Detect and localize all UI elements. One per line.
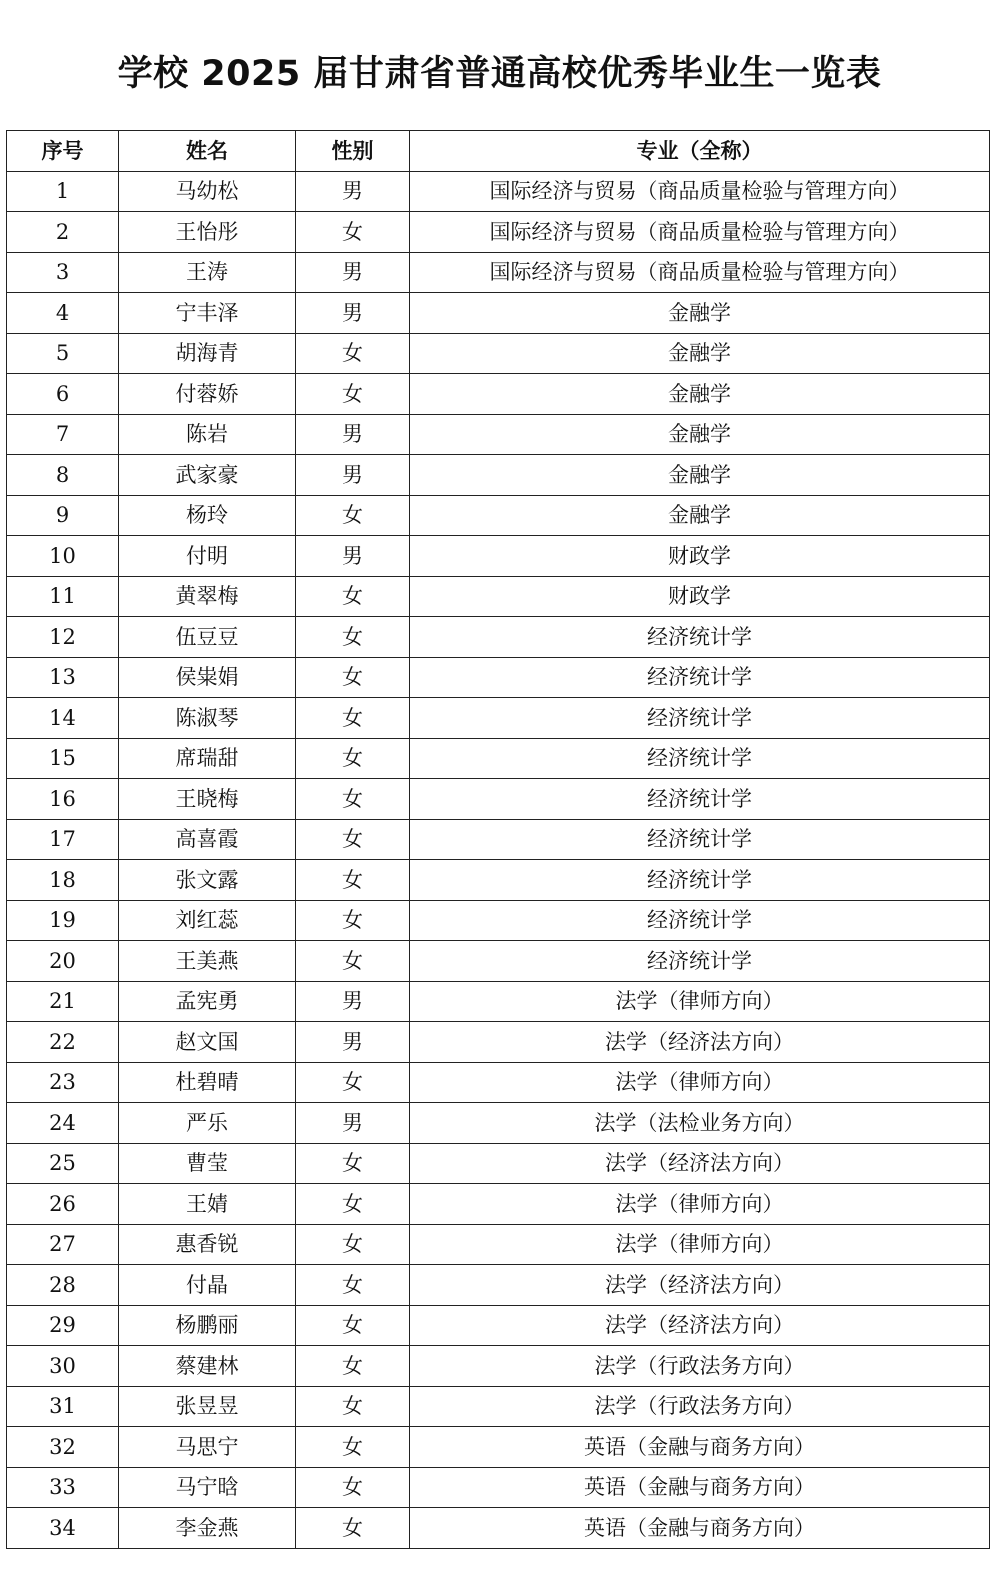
cell-major: 法学（律师方向） (410, 1062, 990, 1103)
cell-name: 陈岩 (119, 414, 296, 455)
cell-name: 王婧 (119, 1184, 296, 1225)
cell-major: 法学（经济法方向） (410, 1143, 990, 1184)
cell-name: 赵文国 (119, 1022, 296, 1063)
table-row (7, 1305, 990, 1346)
table-row (7, 1103, 990, 1144)
cell-major: 英语（金融与商务方向） (410, 1427, 990, 1468)
header-gender: 性别 (296, 131, 410, 172)
cell-name: 付明 (119, 536, 296, 577)
table-row (7, 698, 990, 739)
table-row (7, 617, 990, 658)
cell-gender: 女 (296, 576, 410, 617)
cell-name: 宁丰泽 (119, 293, 296, 334)
table-row (7, 981, 990, 1022)
cell-name: 杨玲 (119, 495, 296, 536)
cell-major: 金融学 (410, 455, 990, 496)
cell-index: 33 (7, 1467, 119, 1508)
cell-index: 1 (7, 171, 119, 212)
table-row (7, 1427, 990, 1468)
table-row (7, 1184, 990, 1225)
cell-index: 20 (7, 941, 119, 982)
cell-major: 经济统计学 (410, 819, 990, 860)
cell-index: 29 (7, 1305, 119, 1346)
cell-gender: 女 (296, 860, 410, 901)
cell-gender: 女 (296, 333, 410, 374)
cell-gender: 女 (296, 698, 410, 739)
cell-name: 惠香锐 (119, 1224, 296, 1265)
cell-gender: 女 (296, 1224, 410, 1265)
cell-index: 34 (7, 1508, 119, 1549)
cell-gender: 女 (296, 738, 410, 779)
table-row (7, 455, 990, 496)
cell-gender: 女 (296, 1184, 410, 1225)
cell-name: 武家豪 (119, 455, 296, 496)
cell-index: 6 (7, 374, 119, 415)
table-row (7, 657, 990, 698)
cell-index: 31 (7, 1386, 119, 1427)
cell-name: 王美燕 (119, 941, 296, 982)
cell-gender: 女 (296, 1386, 410, 1427)
cell-index: 10 (7, 536, 119, 577)
cell-name: 杨鹏丽 (119, 1305, 296, 1346)
cell-name: 杜碧晴 (119, 1062, 296, 1103)
table-row (7, 900, 990, 941)
table-row (7, 252, 990, 293)
table-row (7, 1346, 990, 1387)
table-row (7, 333, 990, 374)
cell-major: 经济统计学 (410, 941, 990, 982)
page-title: 学校 2025 届甘肃省普通高校优秀毕业生一览表 (117, 54, 882, 94)
cell-name: 张昱昱 (119, 1386, 296, 1427)
cell-index: 26 (7, 1184, 119, 1225)
cell-gender: 女 (296, 1346, 410, 1387)
cell-major: 经济统计学 (410, 860, 990, 901)
cell-index: 3 (7, 252, 119, 293)
cell-index: 9 (7, 495, 119, 536)
cell-gender: 女 (296, 900, 410, 941)
cell-gender: 男 (296, 455, 410, 496)
cell-major: 法学（律师方向） (410, 1224, 990, 1265)
cell-index: 25 (7, 1143, 119, 1184)
cell-major: 财政学 (410, 536, 990, 577)
cell-major: 英语（金融与商务方向） (410, 1467, 990, 1508)
cell-major: 法学（经济法方向） (410, 1022, 990, 1063)
cell-index: 12 (7, 617, 119, 658)
cell-major: 金融学 (410, 414, 990, 455)
cell-gender: 女 (296, 941, 410, 982)
cell-name: 高喜霞 (119, 819, 296, 860)
cell-index: 18 (7, 860, 119, 901)
table-row (7, 1224, 990, 1265)
cell-major: 法学（行政法务方向） (410, 1386, 990, 1427)
header-index: 序号 (7, 131, 119, 172)
cell-gender: 女 (296, 1427, 410, 1468)
cell-major: 经济统计学 (410, 657, 990, 698)
cell-index: 32 (7, 1427, 119, 1468)
table-row (7, 1143, 990, 1184)
cell-name: 刘红蕊 (119, 900, 296, 941)
header-name: 姓名 (119, 131, 296, 172)
cell-major: 国际经济与贸易（商品质量检验与管理方向） (410, 252, 990, 293)
cell-gender: 男 (296, 293, 410, 334)
cell-major: 法学（经济法方向） (410, 1305, 990, 1346)
cell-name: 王涛 (119, 252, 296, 293)
table-header-row (7, 131, 990, 172)
cell-index: 27 (7, 1224, 119, 1265)
cell-gender: 女 (296, 779, 410, 820)
cell-index: 30 (7, 1346, 119, 1387)
table-row (7, 819, 990, 860)
table-row (7, 536, 990, 577)
cell-index: 4 (7, 293, 119, 334)
cell-index: 8 (7, 455, 119, 496)
cell-gender: 男 (296, 1103, 410, 1144)
cell-gender: 女 (296, 1265, 410, 1306)
cell-gender: 男 (296, 171, 410, 212)
cell-name: 严乐 (119, 1103, 296, 1144)
cell-gender: 男 (296, 981, 410, 1022)
cell-major: 法学（律师方向） (410, 1184, 990, 1225)
cell-name: 席瑞甜 (119, 738, 296, 779)
table-row (7, 860, 990, 901)
cell-index: 24 (7, 1103, 119, 1144)
cell-name: 马幼松 (119, 171, 296, 212)
cell-name: 侯粜娟 (119, 657, 296, 698)
graduates-table (6, 130, 990, 1549)
cell-gender: 女 (296, 819, 410, 860)
cell-major: 法学（经济法方向） (410, 1265, 990, 1306)
cell-index: 17 (7, 819, 119, 860)
cell-name: 陈淑琴 (119, 698, 296, 739)
cell-index: 16 (7, 779, 119, 820)
cell-gender: 男 (296, 536, 410, 577)
cell-major: 金融学 (410, 333, 990, 374)
cell-major: 经济统计学 (410, 617, 990, 658)
cell-name: 孟宪勇 (119, 981, 296, 1022)
cell-major: 金融学 (410, 293, 990, 334)
cell-index: 2 (7, 212, 119, 253)
cell-major: 经济统计学 (410, 900, 990, 941)
cell-gender: 女 (296, 495, 410, 536)
cell-major: 经济统计学 (410, 779, 990, 820)
cell-gender: 女 (296, 1305, 410, 1346)
cell-index: 23 (7, 1062, 119, 1103)
table-row (7, 576, 990, 617)
table-row (7, 212, 990, 253)
cell-index: 14 (7, 698, 119, 739)
cell-name: 付晶 (119, 1265, 296, 1306)
table-row (7, 1508, 990, 1549)
cell-gender: 女 (296, 617, 410, 658)
cell-gender: 男 (296, 414, 410, 455)
cell-major: 国际经济与贸易（商品质量检验与管理方向） (410, 212, 990, 253)
cell-name: 曹莹 (119, 1143, 296, 1184)
table-row (7, 374, 990, 415)
cell-name: 伍豆豆 (119, 617, 296, 658)
table-row (7, 941, 990, 982)
cell-major: 金融学 (410, 374, 990, 415)
cell-index: 21 (7, 981, 119, 1022)
cell-major: 财政学 (410, 576, 990, 617)
cell-gender: 女 (296, 1508, 410, 1549)
cell-index: 19 (7, 900, 119, 941)
cell-index: 15 (7, 738, 119, 779)
cell-major: 经济统计学 (410, 738, 990, 779)
cell-gender: 男 (296, 252, 410, 293)
cell-name: 王怡彤 (119, 212, 296, 253)
table-row (7, 1062, 990, 1103)
cell-index: 5 (7, 333, 119, 374)
table-row (7, 738, 990, 779)
cell-name: 蔡建林 (119, 1346, 296, 1387)
table-row (7, 1265, 990, 1306)
cell-gender: 女 (296, 1062, 410, 1103)
cell-name: 马思宁 (119, 1427, 296, 1468)
cell-name: 付蓉娇 (119, 374, 296, 415)
cell-name: 马宁晗 (119, 1467, 296, 1508)
table-body (7, 171, 990, 1548)
cell-gender: 女 (296, 374, 410, 415)
table-row (7, 495, 990, 536)
cell-name: 张文露 (119, 860, 296, 901)
cell-index: 11 (7, 576, 119, 617)
cell-index: 22 (7, 1022, 119, 1063)
cell-index: 7 (7, 414, 119, 455)
cell-gender: 男 (296, 1022, 410, 1063)
cell-major: 法学（行政法务方向） (410, 1346, 990, 1387)
cell-index: 13 (7, 657, 119, 698)
cell-name: 李金燕 (119, 1508, 296, 1549)
table-row (7, 779, 990, 820)
table-row (7, 1022, 990, 1063)
cell-major: 金融学 (410, 495, 990, 536)
table-row (7, 414, 990, 455)
cell-index: 28 (7, 1265, 119, 1306)
cell-gender: 女 (296, 1143, 410, 1184)
cell-gender: 女 (296, 1467, 410, 1508)
cell-major: 英语（金融与商务方向） (410, 1508, 990, 1549)
table-row (7, 171, 990, 212)
cell-name: 胡海青 (119, 333, 296, 374)
table-row (7, 1386, 990, 1427)
cell-major: 国际经济与贸易（商品质量检验与管理方向） (410, 171, 990, 212)
table-row (7, 1467, 990, 1508)
cell-major: 经济统计学 (410, 698, 990, 739)
table-row (7, 293, 990, 334)
cell-name: 王晓梅 (119, 779, 296, 820)
cell-gender: 女 (296, 212, 410, 253)
cell-major: 法学（法检业务方向） (410, 1103, 990, 1144)
cell-gender: 女 (296, 657, 410, 698)
cell-major: 法学（律师方向） (410, 981, 990, 1022)
header-major: 专业（全称） (410, 131, 990, 172)
cell-name: 黄翠梅 (119, 576, 296, 617)
